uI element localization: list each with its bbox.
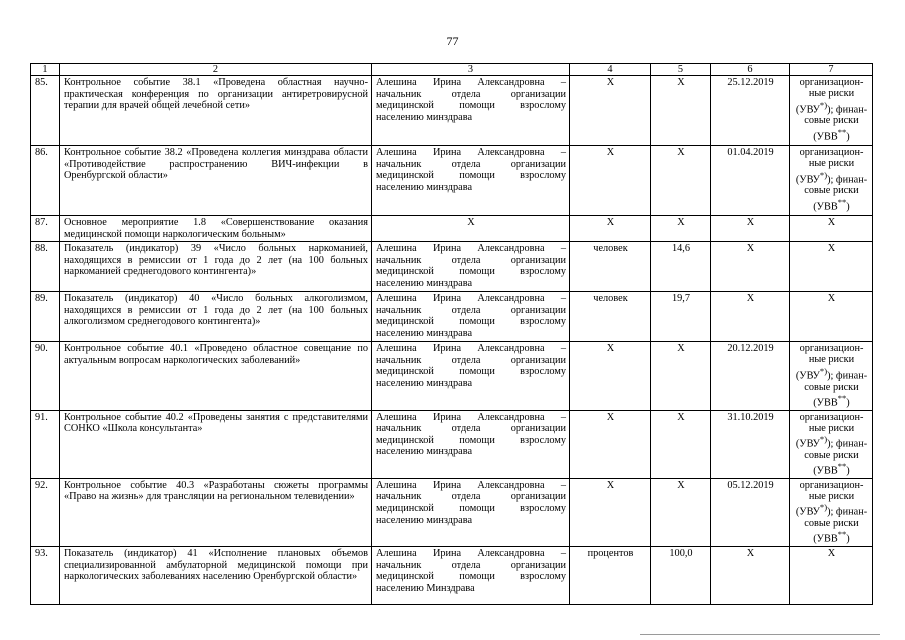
column-header: 7 (790, 64, 873, 76)
column-header: 5 (651, 64, 711, 76)
table-row (31, 76, 873, 146)
risk-footnote-mark: ** (837, 392, 847, 403)
row-unit: X (570, 410, 651, 478)
row-responsible: Алешина Ирина Александровна – начальник отдела организации медицинской помощи взрослому населению минздрава (372, 292, 570, 342)
row-responsible: Алешина Ирина Александровна – начальник отдела организации медицинской помощи взрослому населению минздрава (372, 76, 570, 146)
row-unit: X (570, 342, 651, 410)
row-value: 19,7 (651, 292, 711, 342)
risk-text: (УВУ (795, 506, 820, 518)
row-responsible: Алешина Ирина Александровна – начальник отдела организации медицинской помощи взрослому населению Минздрава (372, 547, 570, 605)
row-number: 91. (31, 410, 60, 478)
row-date: 05.12.2019 (711, 478, 790, 546)
table-row (31, 342, 873, 410)
risk-text: организацион-ные риски (799, 147, 864, 170)
risk-footnote-mark: ** (837, 196, 847, 207)
risk-text: (УВВ (813, 465, 838, 477)
row-description: Показатель (индикатор) 41 «Исполнение плановых объемов специализированной амбулаторной медицинской помощи при наркологических заболеваниях населению Оренбургской области» (60, 547, 372, 605)
row-risks (790, 478, 873, 546)
row-date: 25.12.2019 (711, 76, 790, 146)
row-responsible: Алешина Ирина Александровна – начальник отдела организации медицинской помощи взрослому населению минздрава (372, 478, 570, 546)
row-date: 01.04.2019 (711, 146, 790, 216)
risk-text: ) (846, 533, 850, 545)
risk-text: ) (846, 465, 850, 477)
row-number: 85. (31, 76, 60, 146)
row-risks (790, 146, 873, 216)
table-row (31, 146, 873, 216)
row-value: X (651, 146, 711, 216)
row-risks: X (790, 242, 873, 292)
risk-text: ); финан-совые риски (804, 104, 868, 127)
row-unit: X (570, 76, 651, 146)
risk-footnote-mark: *) (819, 502, 828, 513)
risk-text: (УВВ (813, 533, 838, 545)
row-responsible: Алешина Ирина Александровна – начальник отдела организации медицинской помощи взрослому населению минздрава (372, 146, 570, 216)
risk-text: (УВУ (795, 370, 820, 382)
row-description: Контрольное событие 40.2 «Проведены занятия с представителями СОНКО «Школа консультанта» (60, 410, 372, 478)
row-risks: X (790, 216, 873, 242)
risk-text: ); финан-совые риски (804, 370, 868, 393)
row-responsible: X (372, 216, 570, 242)
risk-footnote-mark: *) (819, 365, 828, 376)
risk-footnote-mark: *) (819, 434, 828, 445)
column-header: 2 (60, 64, 372, 76)
risk-text: организацион-ные риски (799, 411, 864, 434)
row-date: X (711, 216, 790, 242)
row-description: Контрольное событие 40.3 «Разработаны сюжеты программы «Право на жизнь» для трансляции на региональном телевидении» (60, 478, 372, 546)
table-row (31, 216, 873, 242)
risk-text: ); финан-совые риски (804, 174, 868, 197)
row-date: 20.12.2019 (711, 342, 790, 410)
risk-text: ) (846, 201, 850, 213)
row-responsible: Алешина Ирина Александровна – начальник отдела организации медицинской помощи взрослому населению минздрава (372, 410, 570, 478)
row-value: X (651, 342, 711, 410)
row-value: 100,0 (651, 547, 711, 605)
risk-text: (УВУ (795, 438, 820, 450)
row-value: X (651, 76, 711, 146)
row-description: Контрольное событие 38.2 «Проведена коллегия минздрава области «Противодействие распространению ВИЧ-инфекции в Оренбургской области» (60, 146, 372, 216)
row-description: Показатель (индикатор) 40 «Число больных алкоголизмом, находящихся в ремиссии от 1 года до 2 лет (на 100 больных алкоголизмом среднегодового контингента)» (60, 292, 372, 342)
risk-footnote-mark: *) (819, 169, 828, 180)
table-row (31, 410, 873, 478)
column-header: 1 (31, 64, 60, 76)
column-header: 4 (570, 64, 651, 76)
row-value: 14,6 (651, 242, 711, 292)
risk-text: ); финан-совые риски (804, 506, 868, 530)
measures-table (30, 63, 873, 605)
row-number: 88. (31, 242, 60, 292)
row-unit: X (570, 478, 651, 546)
row-responsible: Алешина Ирина Александровна – начальник отдела организации медицинской помощи взрослому населению минздрава (372, 242, 570, 292)
row-description: Контрольное событие 40.1 «Проведено областное совещание по актуальным вопросам наркологических заболеваний» (60, 342, 372, 410)
row-date: X (711, 242, 790, 292)
column-header: 3 (372, 64, 570, 76)
table-row (31, 478, 873, 546)
risk-text: ); финан-совые риски (804, 438, 868, 461)
bottom-divider (640, 634, 880, 635)
row-number: 92. (31, 478, 60, 546)
risk-footnote-mark: ** (837, 461, 847, 472)
row-description: Основное мероприятие 1.8 «Совершенствование оказания медицинской помощи наркологическим больным» (60, 216, 372, 242)
row-risks: X (790, 547, 873, 605)
risk-text: ) (846, 131, 850, 143)
row-risks (790, 410, 873, 478)
risk-text: (УВВ (813, 201, 838, 213)
table-row (31, 547, 873, 605)
row-date: X (711, 292, 790, 342)
risk-text: (УВВ (813, 131, 838, 143)
table-row (31, 242, 873, 292)
row-description: Показатель (индикатор) 39 «Число больных наркоманией, находящихся в ремиссии от 1 года до 2 лет (на 100 больных наркоманией среднегодового контингента)» (60, 242, 372, 292)
row-risks (790, 342, 873, 410)
row-number: 86. (31, 146, 60, 216)
row-value: X (651, 216, 711, 242)
row-value: X (651, 410, 711, 478)
row-number: 90. (31, 342, 60, 410)
row-risks: X (790, 292, 873, 342)
risk-text: организацион-ные риски (799, 343, 864, 366)
risk-footnote-mark: ** (837, 529, 847, 540)
row-unit: процентов (570, 547, 651, 605)
row-number: 89. (31, 292, 60, 342)
row-description: Контрольное событие 38.1 «Проведена областная научно-практическая конференция по организации антиретровирусной терапии для врачей общей лечебной сети» (60, 76, 372, 146)
table-row (31, 292, 873, 342)
risk-text: (УВУ (795, 174, 820, 186)
row-number: 93. (31, 547, 60, 605)
risk-text: (УВВ (813, 397, 838, 409)
row-responsible: Алешина Ирина Александровна – начальник отдела организации медицинской помощи взрослому населению минздрава (372, 342, 570, 410)
row-number: 87. (31, 216, 60, 242)
column-header: 6 (711, 64, 790, 76)
row-unit: человек (570, 292, 651, 342)
risk-text: ) (846, 397, 850, 409)
risk-footnote-mark: ** (837, 126, 847, 137)
risk-text: организацион-ные риски (799, 77, 864, 100)
row-unit: человек (570, 242, 651, 292)
risk-footnote-mark: *) (819, 99, 828, 110)
row-risks (790, 76, 873, 146)
row-unit: X (570, 216, 651, 242)
row-value: X (651, 478, 711, 546)
row-unit: X (570, 146, 651, 216)
row-date: X (711, 547, 790, 605)
row-date: 31.10.2019 (711, 410, 790, 478)
page-number: 77 (446, 34, 459, 48)
table-header-row (31, 64, 873, 76)
risk-text: организацион-ные риски (799, 479, 864, 503)
risk-text: (УВУ (795, 104, 820, 116)
